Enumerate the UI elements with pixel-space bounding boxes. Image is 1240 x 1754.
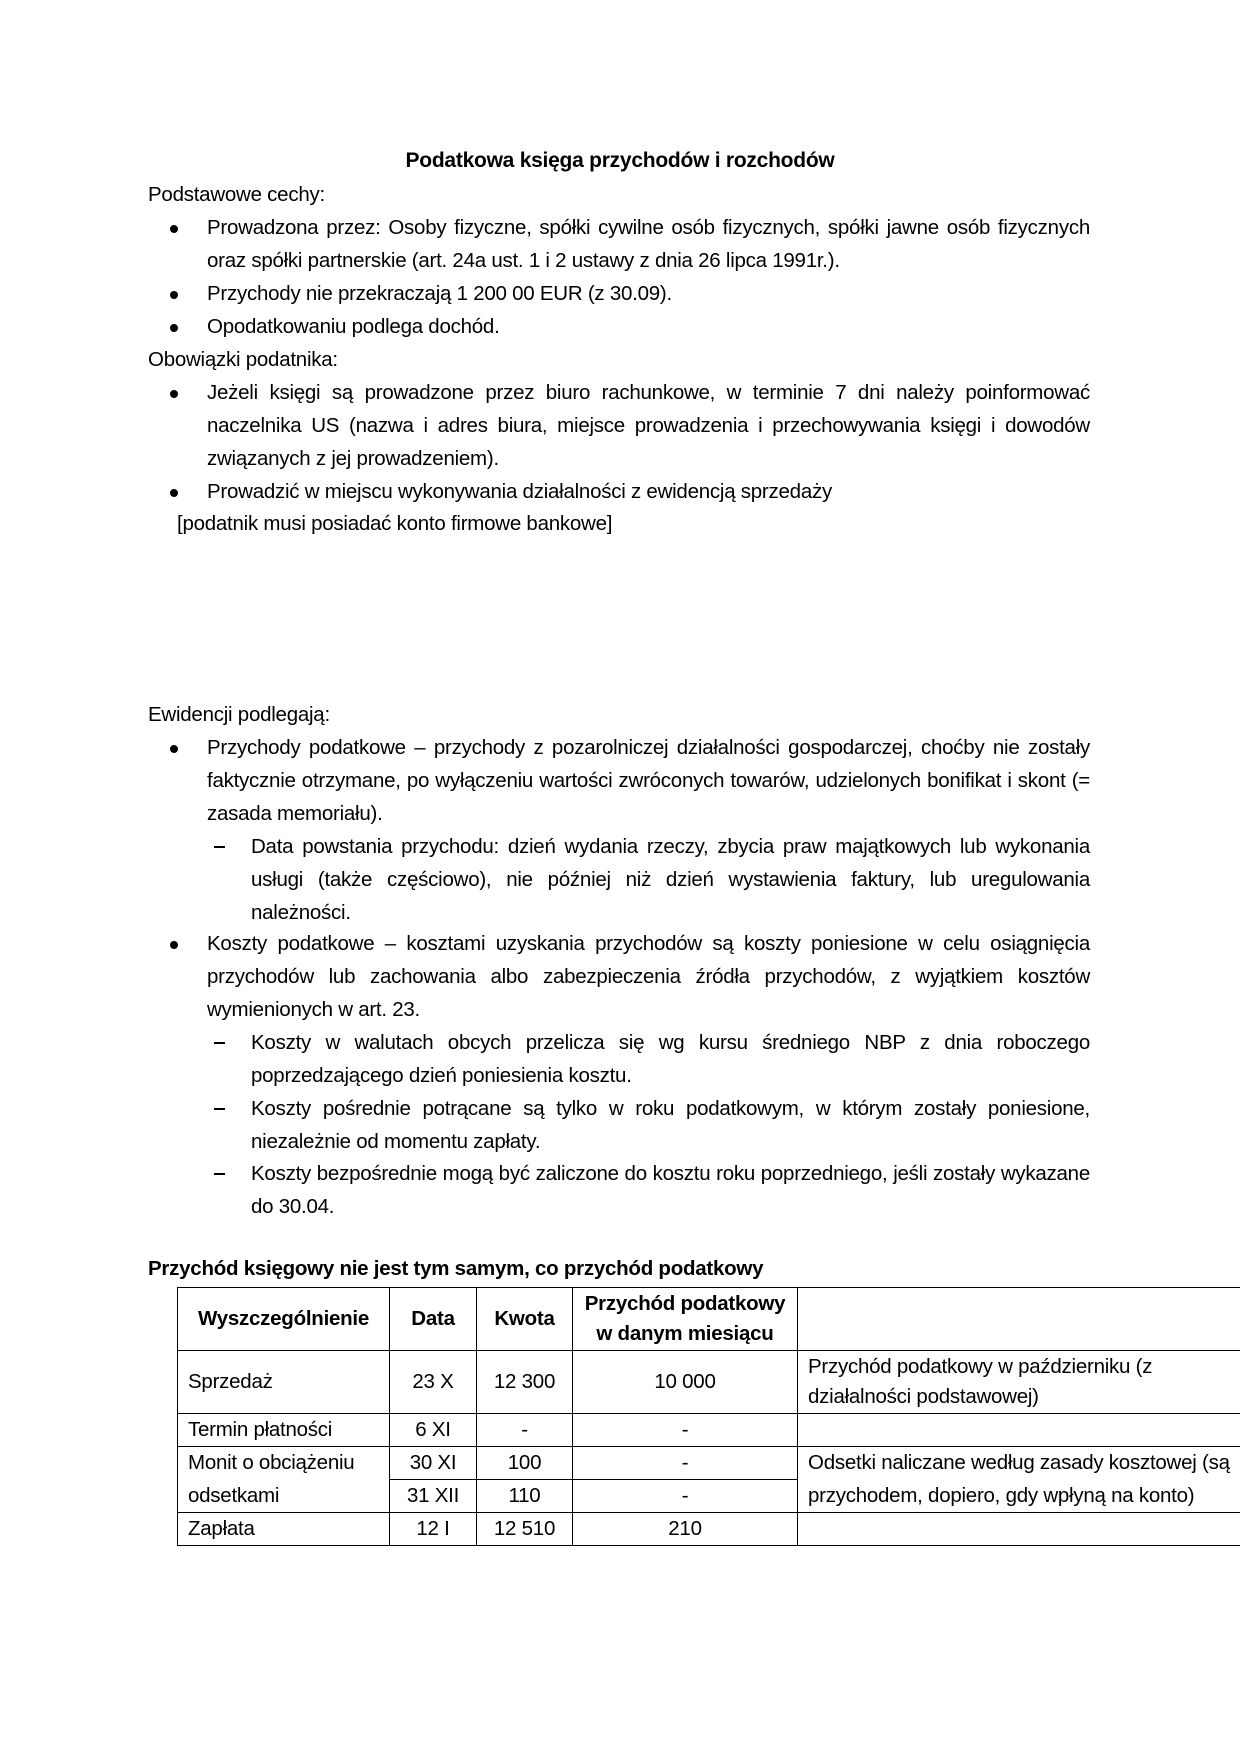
- cell-kwota: 12 510: [477, 1513, 573, 1546]
- cell-data: 30 XI: [390, 1447, 477, 1480]
- cell-przychod: 210: [573, 1513, 798, 1546]
- obowiazki-item-text: Jeżeli księgi są prowadzone przez biuro rachunkowe, w terminie 7 dni należy poinformować naczelnika US (nazwa i adres biura, miejsce prowadzenia i przechowywania księgi i dowodów związanych z jej prowadzeniem).: [207, 381, 1090, 470]
- cell-kwota: 100: [477, 1447, 573, 1480]
- cell-uwagi: przychodem, dopiero, gdy wpłyną na konto): [798, 1480, 1240, 1513]
- cell-przychod: -: [573, 1480, 798, 1513]
- bullet-icon: [170, 745, 178, 753]
- cell-label: Termin płatności: [178, 1414, 390, 1447]
- cechy-item-text: Prowadzona przez: Osoby fizyczne, spółki cywilne osób fizycznych, spółki jawne osób fizycznych oraz spółki partnerskie (art. 24a ust. 1 i 2 ustawy z dnia 26 lipca 1991r.).: [207, 216, 1090, 272]
- cell-kwota: 12 300: [477, 1351, 573, 1414]
- obowiazki-heading: Obowiązki podatnika:: [148, 348, 338, 371]
- cechy-heading: Podstawowe cechy:: [148, 183, 325, 206]
- cechy-item-opodatkowanie: [148, 310, 1090, 343]
- cell-kwota: 110: [477, 1480, 573, 1513]
- cechy-item-prowadzona: [148, 211, 1090, 277]
- bullet-icon: [170, 941, 178, 949]
- document-title: Podatkowa księga przychodów i rozchodów: [405, 149, 835, 172]
- table-title: Przychód księgowy nie jest tym samym, co przychód podatkowy: [148, 1257, 764, 1280]
- cell-uwagi: [798, 1414, 1240, 1447]
- header-kwota: Kwota: [477, 1288, 573, 1351]
- data-powstania-subitem: [192, 830, 1090, 929]
- bullet-icon: [170, 390, 178, 398]
- cell-uwagi: [798, 1513, 1240, 1546]
- cell-label: Monit o obciążeniu: [178, 1447, 390, 1480]
- header-wyszczegolnienie: Wyszczególnienie: [178, 1288, 390, 1351]
- koszty-bezposrednie-subitem: [192, 1157, 1090, 1223]
- bullet-icon: [170, 324, 178, 332]
- cell-data: 31 XII: [390, 1480, 477, 1513]
- przychody-podatkowe-text: Przychody podatkowe – przychody z pozarolniczej działalności gospodarczej, choćby nie zostały faktycznie otrzymane, po wyłączeniu wartości zwróconych towarów, udzielonych bonifikat i skont (= zasada memoriału).: [207, 736, 1090, 825]
- przychod-table: [177, 1287, 1240, 1546]
- table-row-monit-1: [178, 1447, 1240, 1480]
- dash-icon: [214, 846, 225, 848]
- table-row-termin: [178, 1414, 1240, 1447]
- subitem-text: Koszty pośrednie potrącane są tylko w roku podatkowym, w którym zostały poniesione, niezależnie od momentu zapłaty.: [251, 1097, 1090, 1153]
- bullet-icon: [170, 489, 178, 497]
- cell-uwagi-line: działalności podstawowej): [808, 1385, 1039, 1408]
- obowiazki-item-ewidencja: [148, 475, 1090, 508]
- cell-przychod: -: [573, 1414, 798, 1447]
- bullet-icon: [170, 225, 178, 233]
- koszty-podatkowe-item: [148, 927, 1090, 1026]
- cell-label: odsetkami: [178, 1480, 390, 1513]
- koszty-podatkowe-text: Koszty podatkowe – kosztami uzyskania przychodów są koszty poniesione w celu osiągnięcia przychodów lub zachowania albo zabezpieczenia źródła przychodów, z wyjątkiem kosztów wymienionych w art. 23.: [207, 932, 1090, 1021]
- bullet-icon: [170, 291, 178, 299]
- cell-uwagi: [798, 1351, 1240, 1414]
- cell-przychod: -: [573, 1447, 798, 1480]
- cell-data: 6 XI: [390, 1414, 477, 1447]
- cell-przychod: 10 000: [573, 1351, 798, 1414]
- table-header-row: [178, 1288, 1240, 1351]
- koszty-walutach-subitem: [192, 1026, 1090, 1092]
- dash-icon: [214, 1042, 225, 1044]
- header-uwagi: [798, 1288, 1240, 1351]
- ewidencji-heading: Ewidencji podlegają:: [148, 703, 330, 726]
- obowiazki-item-biuro: [148, 376, 1090, 475]
- obowiazki-item-text: Prowadzić w miejscu wykonywania działalności z ewidencją sprzedaży: [207, 480, 832, 503]
- cell-data: 12 I: [390, 1513, 477, 1546]
- cechy-item-przychody: [148, 277, 1090, 310]
- subitem-text: Koszty w walutach obcych przelicza się wg kursu średniego NBP z dnia roboczego poprzedzającego dzień poniesienia kosztu.: [251, 1031, 1090, 1087]
- header-data: Data: [390, 1288, 477, 1351]
- cell-uwagi-line: Przychód podatkowy w październiku (z: [808, 1355, 1153, 1378]
- cell-kwota: -: [477, 1414, 573, 1447]
- cell-label: Zapłata: [178, 1513, 390, 1546]
- subitem-text: Koszty bezpośrednie mogą być zaliczone do kosztu roku poprzedniego, jeśli zostały wykazane do 30.04.: [251, 1162, 1090, 1218]
- header-przychod-podatkowy: Przychód podatkowy w danym miesiącu: [573, 1288, 798, 1351]
- cell-uwagi: Odsetki naliczane według zasady kosztowej (są: [798, 1447, 1240, 1480]
- table-row-zaplata: [178, 1513, 1240, 1546]
- przychody-podatkowe-item: [148, 731, 1090, 830]
- koszty-posrednie-subitem: [192, 1092, 1090, 1158]
- cell-label: Sprzedaż: [178, 1351, 390, 1414]
- table-row-sprzedaz: [178, 1351, 1240, 1414]
- dash-icon: [214, 1108, 225, 1110]
- cechy-item-text: Opodatkowaniu podlega dochód.: [207, 315, 500, 338]
- bank-account-note: [podatnik musi posiadać konto firmowe bankowe]: [177, 512, 613, 535]
- cell-data: 23 X: [390, 1351, 477, 1414]
- table-row-monit-2: [178, 1480, 1240, 1513]
- cechy-item-text: Przychody nie przekraczają 1 200 00 EUR (z 30.09).: [207, 282, 672, 305]
- dash-icon: [214, 1173, 225, 1175]
- subitem-text: Data powstania przychodu: dzień wydania rzeczy, zbycia praw majątkowych lub wykonania usługi (także częściowo), nie później niż dzień wystawienia faktury, lub uregulowania należności.: [251, 835, 1090, 924]
